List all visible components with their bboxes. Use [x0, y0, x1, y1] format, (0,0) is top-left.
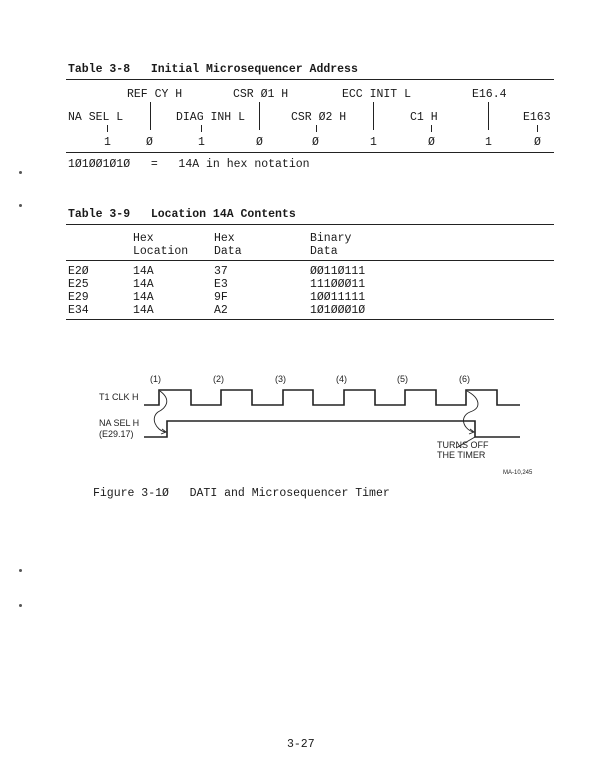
column-header: Hex	[214, 232, 235, 245]
table-cell: 111ØØØ11	[310, 278, 366, 291]
table-cell: 14A	[133, 278, 154, 291]
bit-label: NA SEL L	[68, 111, 124, 124]
row-id: E25	[68, 278, 89, 291]
annotation-text: THE TIMER	[437, 450, 486, 460]
bit-value: Ø	[534, 136, 541, 149]
column-header: Hex	[133, 232, 154, 245]
bit-value: Ø	[428, 136, 435, 149]
signal-label-clk: T1 CLK H	[99, 392, 139, 402]
table-cell: ØØ11Ø111	[310, 265, 366, 278]
scan-mark	[19, 604, 22, 607]
column-header: Location	[133, 245, 189, 258]
bit-value: 1	[198, 136, 205, 149]
bit-label: REF CY H	[127, 88, 183, 101]
scan-mark	[19, 171, 22, 174]
table-cell: 14A	[133, 291, 154, 304]
bit-value: 1	[104, 136, 111, 149]
cycle-label: (1)	[150, 374, 161, 384]
causality-arrow	[154, 391, 167, 432]
row-id: E29	[68, 291, 89, 304]
annotation-text: TURNS OFF	[437, 440, 489, 450]
clock-waveform	[144, 390, 520, 405]
table-cell: A2	[214, 304, 228, 317]
table-cell: 1Ø1ØØØ1Ø	[310, 304, 366, 317]
column-header: Data	[214, 245, 242, 258]
bit-label: CSR Ø1 H	[233, 88, 289, 101]
bit-label: CSR Ø2 H	[291, 111, 347, 124]
cycle-label: (3)	[275, 374, 286, 384]
signal-label-nasel-ref: (E29.17)	[99, 429, 134, 439]
cycle-label: (6)	[459, 374, 470, 384]
row-id: E2Ø	[68, 265, 89, 278]
signal-label-nasel: NA SEL H	[99, 418, 140, 428]
bit-value: Ø	[312, 136, 319, 149]
table-3-8-title: Table 3-8 Initial Microsequencer Address	[68, 63, 358, 76]
bit-label: DIAG INH L	[176, 111, 246, 124]
figure-caption: Figure 3-1Ø DATI and Microsequencer Timer	[93, 487, 390, 500]
table-cell: 14A	[133, 265, 154, 278]
cycle-label: (5)	[397, 374, 408, 384]
table-3-9-title: Table 3-9 Location 14A Contents	[68, 208, 296, 221]
bit-label: ECC INIT L	[342, 88, 412, 101]
drawing-id: MA-10,245	[503, 470, 533, 476]
table-cell: 14A	[133, 304, 154, 317]
bit-value: 1	[370, 136, 377, 149]
scan-mark	[19, 569, 22, 572]
cycle-label: (2)	[213, 374, 224, 384]
table-cell: E3	[214, 278, 228, 291]
column-header: Data	[310, 245, 338, 258]
page-number: 3-27	[287, 738, 315, 751]
bit-value: Ø	[146, 136, 153, 149]
bit-label: E163	[523, 111, 551, 124]
bit-value: Ø	[256, 136, 263, 149]
table-cell: 37	[214, 265, 228, 278]
table-cell: 9F	[214, 291, 228, 304]
bit-label: C1 H	[410, 111, 438, 124]
row-id: E34	[68, 304, 89, 317]
bit-value: 1	[485, 136, 492, 149]
cycle-label: (4)	[336, 374, 347, 384]
hex-note: 1Ø1ØØ1Ø1Ø = 14A in hex notation	[68, 158, 310, 171]
cycle-labels	[150, 374, 470, 384]
scan-mark	[19, 204, 22, 207]
column-header: Binary	[310, 232, 352, 245]
table-cell: 1ØØ11111	[310, 291, 366, 304]
bit-label: E16.4	[472, 88, 507, 101]
